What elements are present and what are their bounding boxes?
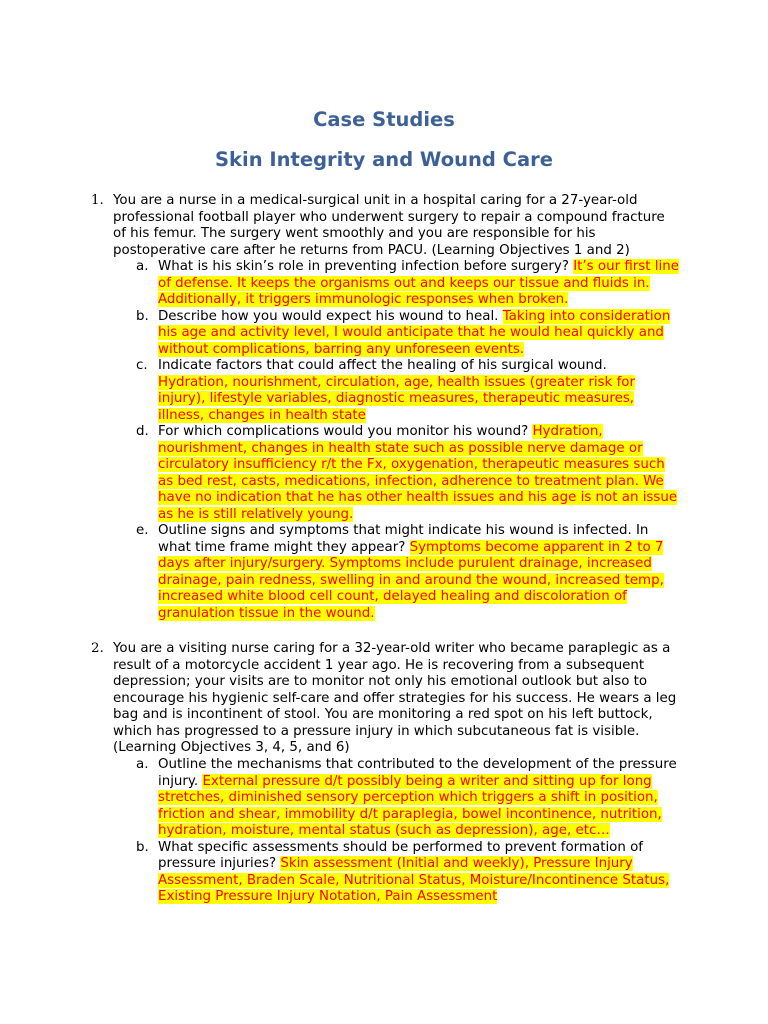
answer-highlight: It’s our first line of defense. It keeps the organisms out and keeps our tissue and fluids in. Additionally, it triggers immunologic responses when broken. — [158, 259, 679, 307]
sub-question-letter: a. — [136, 259, 149, 274]
answer-highlight: Hydration, nourishment, circulation, age, health issues (greater risk for injury), lifestyle variables, diagnostic measures, therapeutic measures, illness, changes in health state — [158, 374, 635, 423]
sub-question — [0, 309, 768, 359]
sub-question-letter: b. — [136, 839, 149, 855]
sub-question-list — [0, 259, 768, 622]
answer-highlight: Symptoms become apparent in 2 to 7 days after injury/surgery. Symptoms include purulent drainage, increased drainage, pain redness, swelling in and around the wound, increased temp, increased white blood cell count, delayed healing and discoloration of granulation tissue in the wound. — [158, 539, 664, 621]
sub-question — [0, 523, 768, 622]
question-number: 1. — [91, 193, 104, 208]
sub-question-text: What specific assessments should be performed to prevent formation of pressure injuries? — [158, 839, 644, 871]
sub-question-letter: e. — [136, 523, 149, 538]
sub-question — [0, 358, 768, 424]
sub-question-text: Indicate factors that could affect the healing of his surgical wound. — [158, 358, 607, 373]
sub-question-letter: b. — [136, 308, 149, 324]
sub-question — [0, 424, 768, 523]
sub-question-letter: d. — [136, 424, 149, 439]
sub-question-list — [0, 757, 768, 906]
sub-question-text: Outline signs and symptoms that might indicate his wound is infected. In what time frame might they appear? — [158, 523, 649, 555]
sub-question-text: Describe how you would expect his wound to heal. — [158, 308, 499, 324]
sub-question — [0, 757, 768, 840]
answer-highlight: Hydration, nourishment, changes in health state such as possible nerve damage or circulatory insufficiency r/t the Fx, oxygenation, therapeutic measures such as bed rest, casts, medications, infection, adherence to treatment plan. We have no indication that he has other health issues and his age is not an issue as he is still relatively young. — [158, 424, 678, 522]
answer-highlight: External pressure d/t possibly being a writer and sitting up for long stretches, diminished sensory perception which triggers a shift in position, friction and shear, immobility d/t paraplegia, bowel incontinence, nutrition, hydration, moisture, mental status (such as depression), age, etc… — [158, 773, 662, 838]
sub-question — [0, 840, 768, 906]
answer-highlight: Taking into consideration his age and activity level, I would anticipate that he would heal quickly and without complications, barring any unforeseen events. — [158, 308, 671, 357]
sub-question-letter: a. — [136, 757, 149, 772]
question-stem: You are a nurse in a medical-surgical unit in a hospital caring for a 27-year-old professional football player who underwent surgery to repair a compound fracture of his femur. The surgery went smoothly and you are responsible for his postoperative care after he returns from PACU. (Learning Objectives 1 and 2) — [113, 193, 665, 258]
sub-question — [0, 259, 768, 309]
sub-question-letter: c. — [136, 358, 148, 373]
document-title: Case Studies — [313, 108, 455, 131]
sub-question-text: Outline the mechanisms that contributed to the development of the pressure injury. — [158, 757, 677, 789]
question-stem: You are a visiting nurse caring for a 32-year-old writer who became paraplegic as a result of a motorcycle accident 1 year ago. He is recovering from a subsequent depression; your visits are to monitor not only his emotional outlook but also to encourage his hygienic self-care and offer strategies for his success. He wears a leg bag and is incontinent of stool. You are monitoring a red spot on his left buttock, which has progressed to a pressure injury in which subcutaneous fat is visible. (Learning Objectives 3, 4, 5, and 6) — [113, 641, 677, 755]
answer-highlight: Skin assessment (Initial and weekly), Pressure Injury Assessment, Braden Scale, Nutritional Status, Moisture/Incontinence Status, Existing Pressure Injury Notation, Pain Assessment — [158, 856, 670, 904]
sub-question-text: For which complications would you monitor his wound? — [158, 424, 529, 439]
sub-question-text: What is his skin’s role in preventing infection before surgery? — [158, 259, 569, 274]
document-subtitle: Skin Integrity and Wound Care — [215, 148, 553, 171]
question-number: 2. — [91, 641, 104, 656]
